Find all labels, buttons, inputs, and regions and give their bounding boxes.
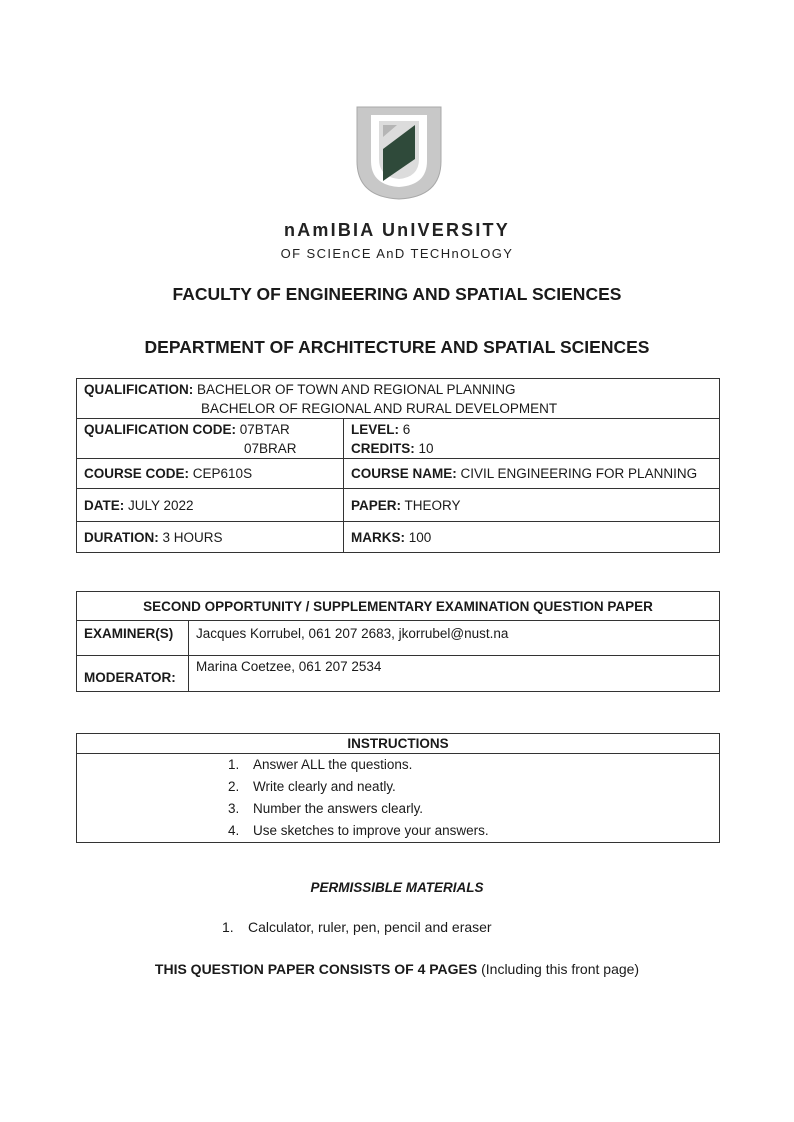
exam-paper-title: SECOND OPPORTUNITY / SUPPLEMENTARY EXAMINATION QUESTION PAPER <box>77 592 720 621</box>
qualification-code-1: 07BTAR <box>239 421 290 437</box>
university-name: nAmIBIA UnIVERSITY <box>284 220 510 240</box>
qualification-label: QUALIFICATION: <box>84 381 194 397</box>
duration-label: DURATION: <box>84 529 159 545</box>
date-cell <box>77 489 344 522</box>
university-subtitle: OF SCIEnCE AnD TECHnOLOGY <box>280 246 514 261</box>
qualification-code-label: QUALIFICATION CODE: <box>84 421 236 437</box>
date-value: JULY 2022 <box>128 497 194 513</box>
duration-cell <box>77 522 344 553</box>
course-code-label: COURSE CODE: <box>84 466 190 481</box>
qualification-cell <box>77 379 720 419</box>
examiner-label: EXAMINER(S) <box>77 621 189 656</box>
level-credits-cell <box>344 419 720 459</box>
paper-cell <box>344 489 720 522</box>
instruction-item: 1. Answer ALL the questions. <box>228 757 413 772</box>
permissible-item-number: 1. <box>222 919 234 935</box>
instructions-title: INSTRUCTIONS <box>77 734 720 754</box>
course-name-value: CIVIL ENGINEERING FOR PLANNING <box>460 466 698 481</box>
course-details-table <box>76 378 720 553</box>
instructions-table <box>76 733 720 843</box>
instruction-item: 3. Number the answers clearly. <box>228 801 424 816</box>
qualification-code-2: 07BRAR <box>244 440 297 456</box>
credits-value: 10 <box>418 440 434 456</box>
marks-value: 100 <box>408 529 432 545</box>
course-code-cell <box>77 459 344 489</box>
moderator-label: MODERATOR: <box>77 656 189 692</box>
department-title: DEPARTMENT OF ARCHITECTURE AND SPATIAL SCIENCES <box>144 337 650 357</box>
examiner-value: Jacques Korrubel, 061 207 2683, jkorrubel@nust.na <box>189 621 720 656</box>
page-count-note <box>0 961 794 977</box>
paper-label: PAPER: <box>351 497 402 513</box>
instruction-item: 2. Write clearly and neatly. <box>228 779 396 794</box>
page-count-rest: (Including this front page) <box>481 961 640 977</box>
course-code-value: CEP610S <box>192 466 253 481</box>
qualification-value-1: BACHELOR OF TOWN AND REGIONAL PLANNING <box>197 381 516 397</box>
university-logo <box>353 103 445 201</box>
faculty-title: FACULTY OF ENGINEERING AND SPATIAL SCIENCES <box>172 284 622 304</box>
qualification-code-cell <box>77 419 344 459</box>
permissible-item-text: Calculator, ruler, pen, pencil and eraser <box>248 919 492 935</box>
level-label: LEVEL: <box>351 421 400 437</box>
paper-value: THEORY <box>404 497 461 513</box>
instruction-item: 4. Use sketches to improve your answers. <box>228 823 489 838</box>
permissible-materials-item <box>222 919 492 935</box>
marks-cell <box>344 522 720 553</box>
marks-label: MARKS: <box>351 529 405 545</box>
date-label: DATE: <box>84 497 125 513</box>
instructions-list <box>77 754 720 843</box>
page-count-bold: THIS QUESTION PAPER CONSISTS OF 4 PAGES <box>154 961 478 977</box>
course-name-cell <box>344 459 720 489</box>
moderator-value: Marina Coetzee, 061 207 2534 <box>189 656 720 692</box>
course-name-label: COURSE NAME: <box>351 466 457 481</box>
permissible-materials-title: PERMISSIBLE MATERIALS <box>310 880 484 895</box>
credits-label: CREDITS: <box>351 440 415 456</box>
examiner-table <box>76 591 720 692</box>
qualification-value-2: BACHELOR OF REGIONAL AND RURAL DEVELOPMENT <box>201 400 558 416</box>
level-value: 6 <box>402 421 411 437</box>
duration-value: 3 HOURS <box>162 529 223 545</box>
